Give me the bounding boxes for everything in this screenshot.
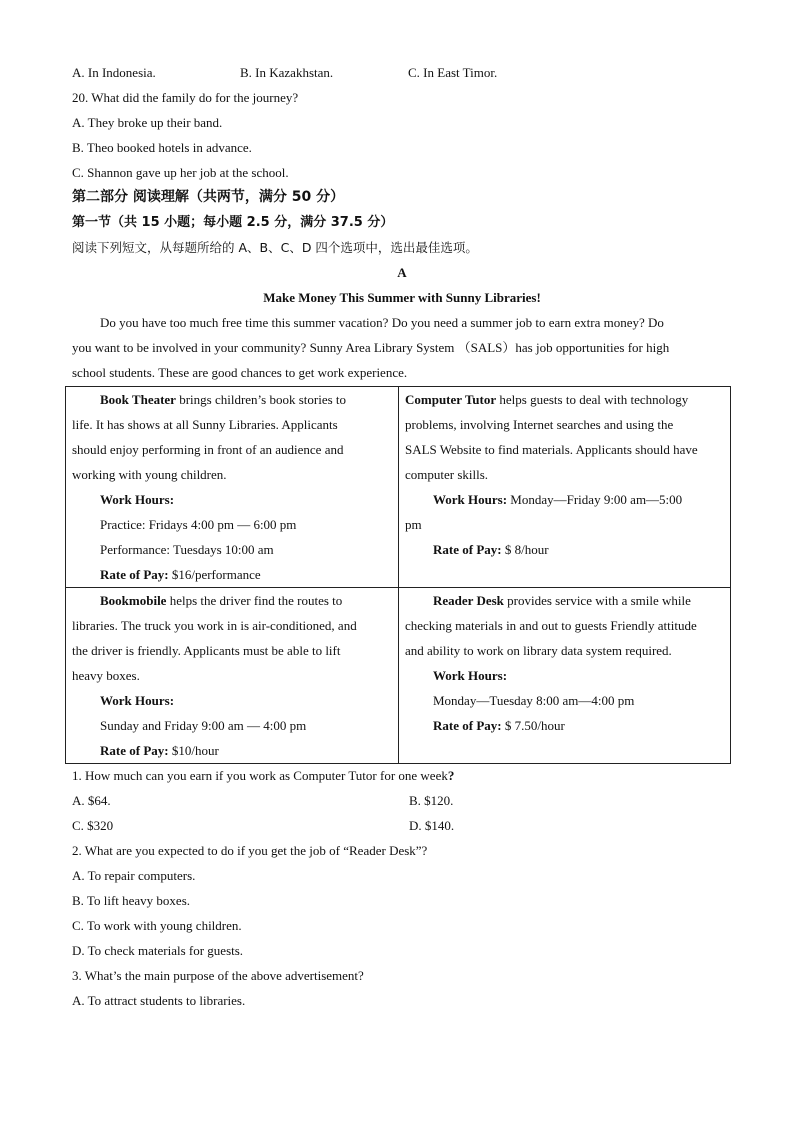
hours-label: Work Hours: [100, 693, 175, 708]
q2-option-b: B. To lift heavy boxes. [72, 893, 191, 908]
intro-line-1: Do you have too much free time this summer vacation? Do you need a summer job to earn extra money? Do [100, 315, 664, 330]
job-desc: working with young children. [72, 467, 227, 482]
q1-options-row-2 [72, 813, 732, 838]
passage-letter: A [397, 265, 407, 280]
hours-label: Work Hours: [433, 492, 508, 507]
pay-label: Rate of Pay: [100, 567, 169, 582]
q1-option-d: D. $140. [409, 818, 455, 833]
job-desc: libraries. The truck you work in is air-conditioned, and [72, 618, 357, 633]
job-bookmobile [66, 588, 399, 764]
q2-option-c: C. To work with young children. [72, 918, 242, 933]
job-desc: helps the driver find the routes to [166, 593, 343, 608]
pay-value: $16/performance [168, 567, 261, 582]
job-desc: and ability to work on library data system required. [405, 643, 672, 658]
jobs-table [65, 386, 731, 764]
q20-question: 20. What did the family do for the journey? [72, 90, 299, 105]
hours-value: Sunday and Friday 9:00 am — 4:00 pm [100, 718, 307, 733]
q3-option-a: A. To attract students to libraries. [72, 993, 246, 1008]
job-desc: brings children’s book stories to [175, 392, 347, 407]
hours-value: Practice: Fridays 4:00 pm — 6:00 pm [100, 517, 297, 532]
q1-option-b: B. $120. [409, 793, 454, 808]
section-instruction: 阅读下列短文，从每题所给的 A、B、C、D 四个选项中，选出最佳选项。 [72, 240, 478, 255]
q2-question: 2. What are you expected to do if you get the job of “Reader Desk”? [72, 843, 428, 858]
q1-options-row-1 [72, 788, 732, 813]
hours-value: pm [405, 517, 422, 532]
intro-line-2: you want to be involved in your community? Sunny Area Library System （SALS）has job opportunities for high [72, 340, 670, 355]
job-desc: SALS Website to find materials. Applicants should have [405, 442, 698, 457]
q20-option-a: A. They broke up their band. [72, 115, 223, 130]
pay-value: $ 7.50/hour [501, 718, 565, 733]
job-name: Computer Tutor [405, 392, 497, 407]
hours-value: Monday—Tuesday 8:00 am—4:00 pm [433, 693, 635, 708]
job-name: Bookmobile [100, 593, 167, 608]
job-computer-tutor [399, 387, 731, 588]
q20-option-b: B. Theo booked hotels in advance. [72, 140, 252, 155]
pay-value: $ 8/hour [501, 542, 549, 557]
job-desc: the driver is friendly. Applicants must be able to lift [72, 643, 341, 658]
intro-line-3: school students. These are good chances to get work experience. [72, 365, 408, 380]
job-name: Book Theater [100, 392, 176, 407]
pay-value: $10/hour [168, 743, 219, 758]
q1-qmark: ? [447, 768, 455, 783]
job-desc: problems, involving Internet searches and using the [405, 417, 674, 432]
q19-option-a: A. In Indonesia. [72, 65, 156, 80]
q1-question [72, 763, 732, 788]
exam-page [72, 60, 732, 385]
hours-label: Work Hours: [100, 492, 175, 507]
pay-label: Rate of Pay: [433, 718, 502, 733]
q1-option-c: C. $320 [72, 818, 114, 833]
q2-option-a: A. To repair computers. [72, 868, 196, 883]
job-desc: helps guests to deal with technology [496, 392, 689, 407]
q20-option-c: C. Shannon gave up her job at the school. [72, 165, 289, 180]
job-desc: provides service with a smile while [503, 593, 691, 608]
job-desc: should enjoy performing in front of an audience and [72, 442, 344, 457]
job-desc: life. It has shows at all Sunny Libraries. Applicants [72, 417, 338, 432]
job-desc: heavy boxes. [72, 668, 140, 683]
job-desc: computer skills. [405, 467, 489, 482]
passage-title: Make Money This Summer with Sunny Libraries! [263, 290, 541, 305]
q19-option-b: B. In Kazakhstan. [240, 65, 334, 80]
part-title: 第二部分 阅读理解（共两节，满分 50 分） [72, 189, 345, 205]
pay-label: Rate of Pay: [100, 743, 169, 758]
job-reader-desk [399, 588, 731, 764]
job-book-theater [66, 387, 399, 588]
questions-section [72, 763, 732, 1013]
hours-label: Work Hours: [433, 668, 508, 683]
section-subtitle: 第一节（共 15 小题；每小题 2.5 分，满分 37.5 分） [72, 215, 394, 230]
q2-option-d: D. To check materials for guests. [72, 943, 244, 958]
q3-question: 3. What’s the main purpose of the above advertisement? [72, 968, 364, 983]
job-name: Reader Desk [433, 593, 504, 608]
pay-label: Rate of Pay: [433, 542, 502, 557]
hours-value: Performance: Tuesdays 10:00 am [100, 542, 274, 557]
q1-text: 1. How much can you earn if you work as Computer Tutor for one week [72, 768, 448, 783]
q19-option-c: C. In East Timor. [408, 65, 498, 80]
job-desc: checking materials in and out to guests Friendly attitude [405, 618, 697, 633]
hours-value: Monday—Friday 9:00 am—5:00 [507, 492, 683, 507]
q19-options [72, 60, 732, 85]
q1-option-a: A. $64. [72, 793, 111, 808]
